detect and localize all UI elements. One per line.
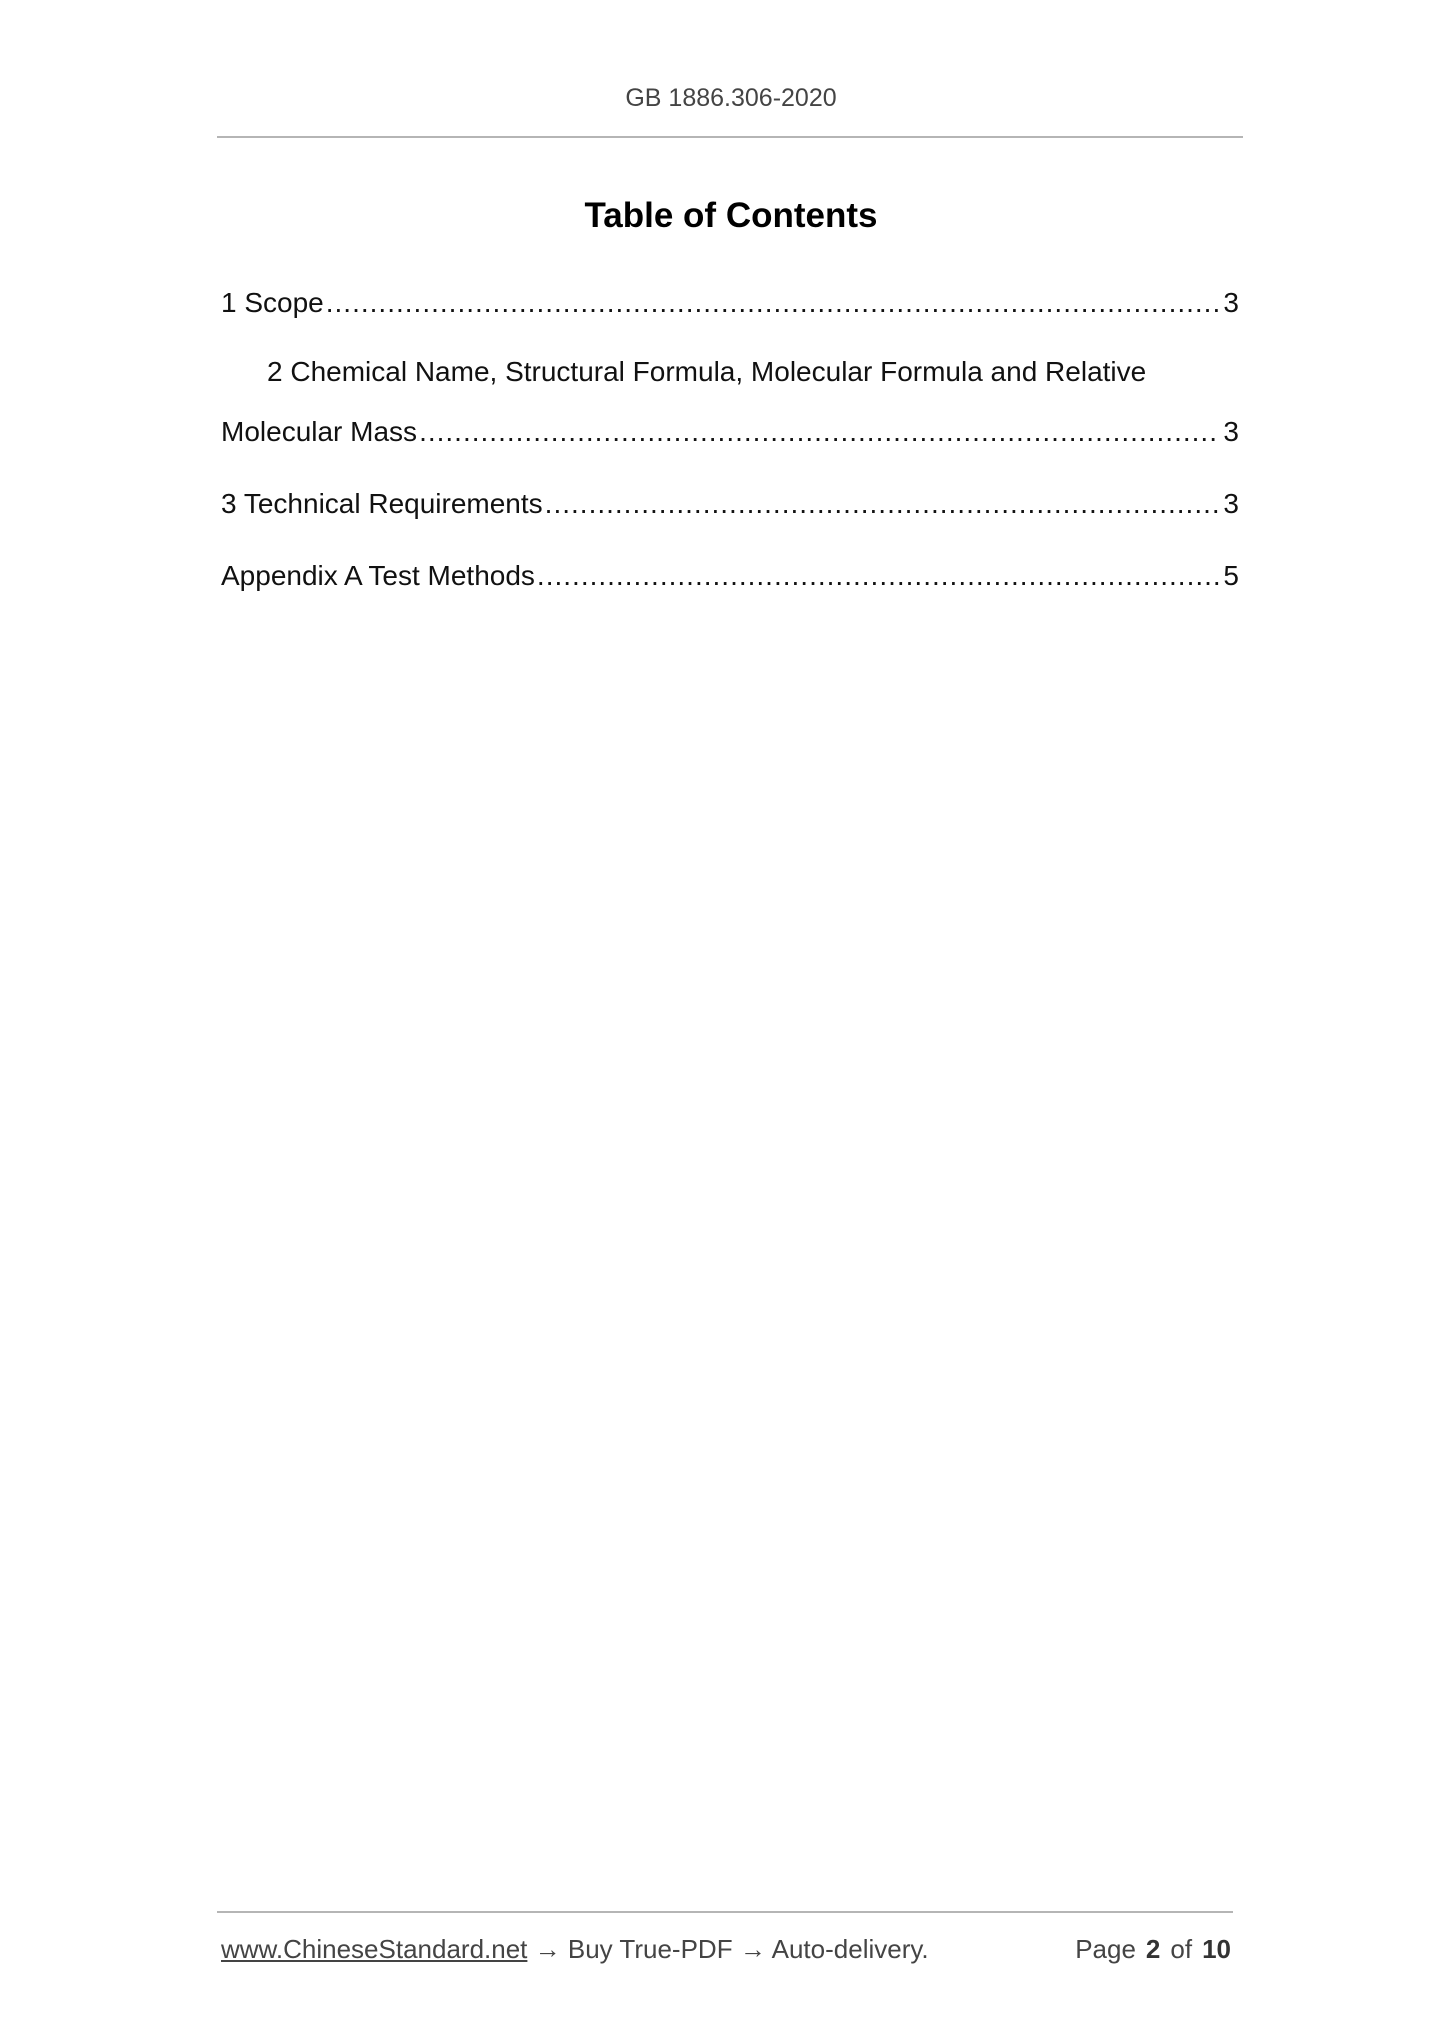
toc-entry-page: 3 [1223, 416, 1239, 447]
toc-entry-page: 3 [1223, 488, 1239, 519]
toc-entry-label: Molecular Mass [221, 416, 418, 447]
auto-delivery-text: Auto-delivery. [771, 1934, 929, 1964]
buy-true-pdf-text: Buy True-PDF [567, 1934, 733, 1964]
toc-entry-chemical-name-line1[interactable]: 2 Chemical Name, Structural Formula, Molecular Formula and Relative [267, 356, 1147, 387]
current-page: 2 [1145, 1934, 1161, 1964]
toc-leader-dots [545, 488, 1220, 520]
page-word: Page [1075, 1934, 1136, 1964]
toc-title: Table of Contents [584, 196, 878, 235]
toc-entry-chemical-name[interactable] [221, 412, 1239, 448]
footer-promo [221, 1934, 929, 1965]
toc-entry-page: 5 [1223, 560, 1239, 591]
header-divider [217, 136, 1243, 138]
toc-entry-page: 3 [1223, 287, 1239, 318]
toc-entry-appendix-a[interactable] [221, 556, 1239, 592]
website-link[interactable]: www.ChineseStandard.net [221, 1934, 528, 1964]
toc-entry-label: 1 Scope [221, 287, 324, 318]
arrow-right-icon: → [534, 1934, 561, 1964]
toc-leader-dots [419, 416, 1219, 448]
toc-entry-label: 3 Technical Requirements [221, 488, 543, 519]
arrow-right-icon: → [739, 1934, 766, 1964]
of-word: of [1170, 1934, 1193, 1964]
total-pages: 10 [1202, 1934, 1231, 1964]
toc-entry-technical-requirements[interactable] [221, 484, 1239, 520]
toc-entry-scope[interactable] [221, 283, 1239, 319]
page-number [1075, 1934, 1231, 1965]
footer-divider [217, 1911, 1233, 1913]
toc-leader-dots [326, 287, 1220, 319]
toc-entry-label: Appendix A Test Methods [221, 560, 535, 591]
page-footer [221, 1934, 1233, 1970]
toc-leader-dots [537, 560, 1220, 592]
document-code: GB 1886.306-2020 [625, 84, 837, 112]
